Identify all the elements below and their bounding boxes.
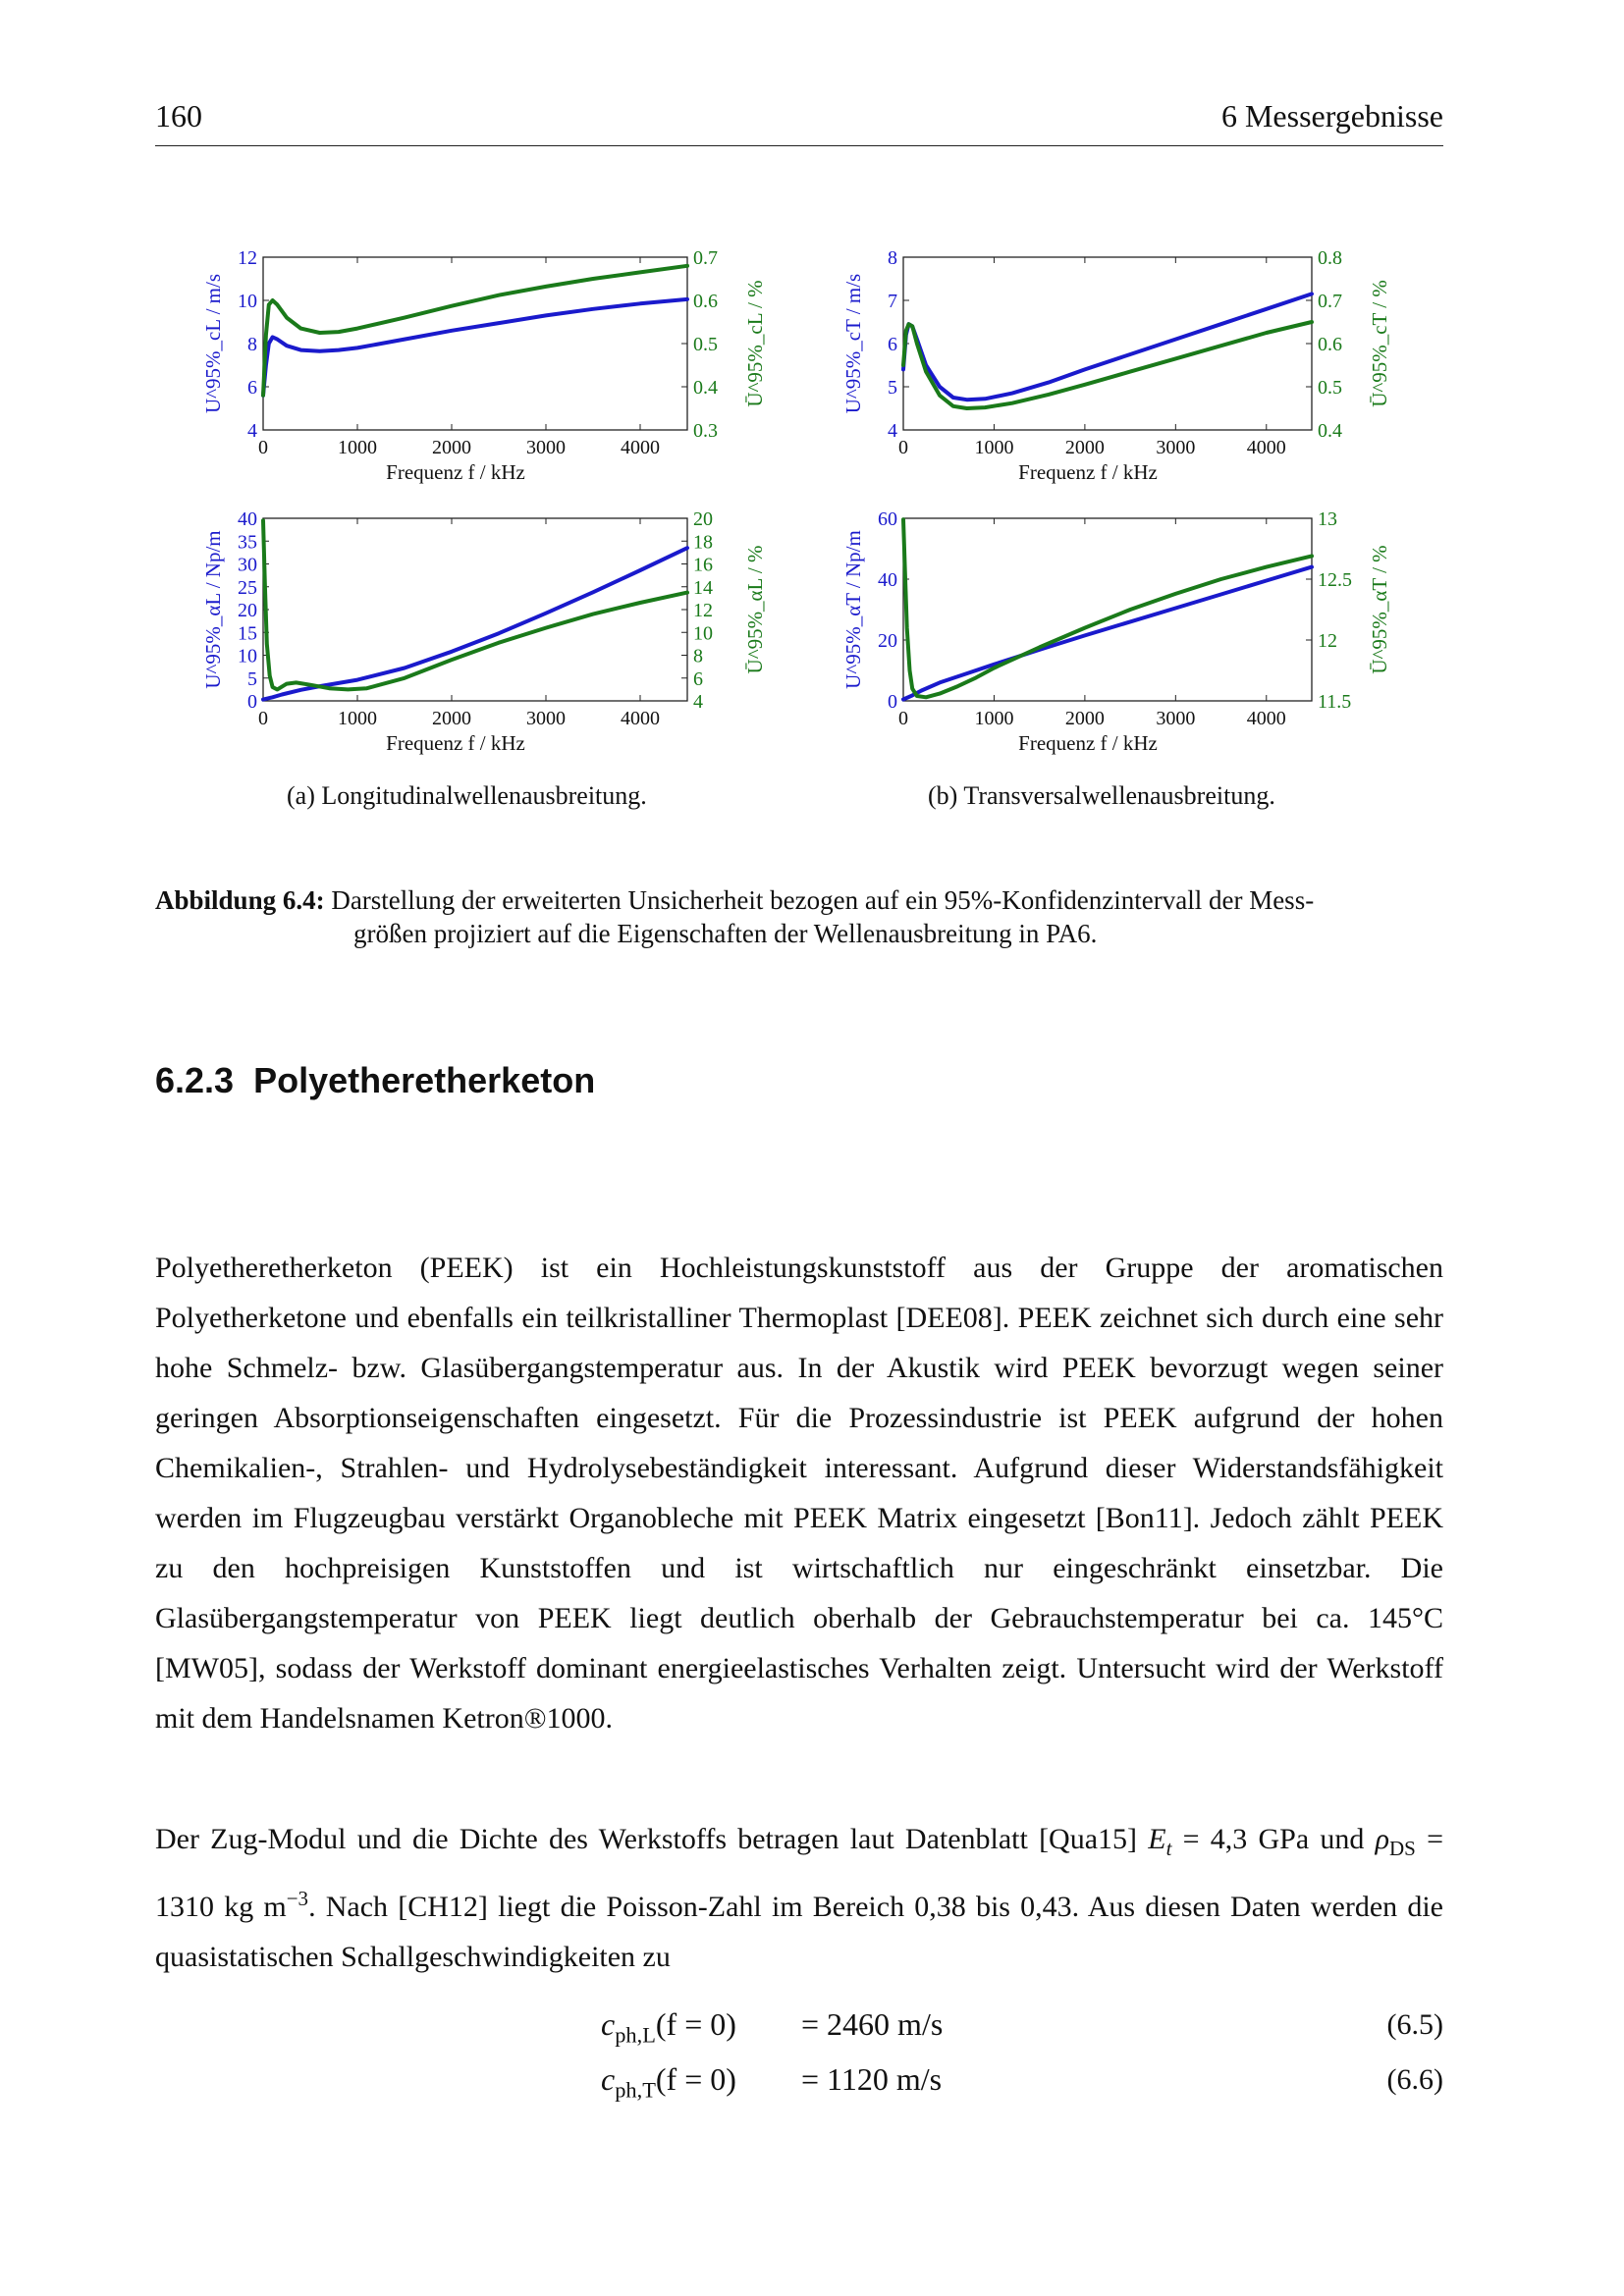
b-bottom-ytick-left-label: 60 — [878, 508, 897, 530]
a-bottom-xtick-label: 4000 — [621, 708, 660, 729]
a-bottom-ytick-left-label: 0 — [247, 691, 257, 713]
a-top-xtick-label: 2000 — [432, 437, 471, 458]
paragraph-peek: Polyetheretherketon (PEEK) ist ein Hochleistungskunststoff aus der Gruppe der aromatischen Polyetherketone und ebenfalls ein teilkristalliner Thermoplast [DEE08]. PEEK zeichnet sich durch eine sehr hohe Schmelz- bzw. Glasübergangstemperatur aus. In der Akustik wird PEEK bevorzugt wegen seiner geringen Absorptionseigenschaften eingesetzt. Für die Prozessindustrie ist PEEK aufgrund der hohen Chemikalien-, Strahlen- und Hydrolysebeständigkeit interessant. Aufgrund dieser Widerstandsfähigkeit werden im Flugzeugbau verstärkt Organobleche mit PEEK Matrix eingesetzt [Bon11]. Jedoch zählt PEEK zu den hochpreisigen Kunststoffen und ist wirtschaftlich nur eingeschränkt einsetzbar. Die Glasübergangstemperatur von PEEK liegt deutlich oberhalb der Gebrauchstemperatur bei ca. 145°C [MW05], sodass der Werkstoff dominant energieelastisches Verhalten zeigt. Untersucht wird der Werkstoff mit dem Handelsnamen Ketron®1000. — [155, 1252, 1443, 1735]
b-bottom-ytick-left-label: 40 — [878, 569, 897, 591]
b-bottom-ytick-right-label: 13 — [1318, 508, 1337, 530]
a-top-ytick-left-label: 10 — [238, 291, 257, 312]
a-top-xtick-label: 3000 — [526, 437, 566, 458]
b-bottom-xtick-label: 3000 — [1156, 708, 1196, 729]
equation-6-6: $c_{ph,T}(f = 0)$ = 1120 m/s — [601, 2061, 943, 2103]
b-bottom-ytick-left-label: 0 — [888, 691, 897, 713]
a-top-ytick-right-label: 0.5 — [693, 334, 718, 355]
b-top-xtick-label: 2000 — [1064, 437, 1105, 458]
b-top-frame — [903, 257, 1312, 430]
a-bottom-ytick-left-label: 30 — [238, 554, 257, 576]
b-bottom-xtick-label: 0 — [898, 708, 908, 729]
paragraph2-part2: . Nach [CH12] liegt die Poisson-Zahl im Bereich 0,38 bis 0,43. Aus diesen Daten werden die quasistatischen Schallgeschwindigkeiten zu — [155, 1891, 1443, 1973]
chapter-title: 6 Messergebnisse — [1220, 98, 1443, 133]
a-bottom-xlabel: Frequenz f / kHz — [386, 731, 525, 755]
et-value: = 4,3 GPa und — [1182, 1823, 1365, 1855]
page-number: 160 — [155, 98, 202, 133]
a-bottom-ytick-right-label: 12 — [693, 600, 713, 621]
a-bottom-ytick-right-label: 10 — [693, 622, 713, 645]
b-bottom-series-relative — [903, 519, 1312, 697]
b-top-ytick-left-label: 7 — [888, 291, 897, 312]
b-bottom-xtick-label: 2000 — [1064, 708, 1105, 729]
section-number: 6.2.3 — [155, 1060, 235, 1100]
a-top-xtick-label: 0 — [258, 437, 268, 458]
b-top-xlabel: Frequenz f / kHz — [1018, 460, 1158, 484]
b-bottom-ytick-left-label: 20 — [878, 630, 897, 652]
a-bottom-xtick-label: 1000 — [338, 708, 377, 729]
b-top-xtick-label: 4000 — [1246, 437, 1286, 458]
b-top-ytick-right-label: 0.8 — [1318, 247, 1342, 269]
a-top-ytick-left-label: 6 — [247, 377, 257, 399]
a-bottom-series-relative — [263, 520, 687, 689]
a-top-xlabel: Frequenz f / kHz — [386, 460, 525, 484]
a-top-ytick-right-label: 0.4 — [693, 377, 718, 399]
eq2-argument: (f = 0) — [655, 2061, 736, 2097]
a-top-ytick-right-label: 0.3 — [693, 420, 718, 442]
b-top-ytick-right-label: 0.7 — [1318, 291, 1342, 312]
b-top-ytick-left-label: 8 — [888, 247, 897, 269]
b-top-ytick-right-label: 0.6 — [1318, 334, 1342, 355]
a-bottom-ytick-left-label: 20 — [238, 600, 257, 621]
a-top-ytick-left-label: 12 — [238, 247, 257, 269]
a-top-ytick-right-label: 0.6 — [693, 291, 718, 312]
a-top-ytick-left-label: 4 — [247, 420, 257, 442]
b-top-ytick-right-label: 0.5 — [1318, 377, 1342, 399]
b-bottom-ytick-right-label: 12 — [1318, 630, 1337, 652]
b-top-series-relative — [903, 322, 1312, 408]
section-heading — [155, 1060, 595, 1101]
a-bottom-ytick-left-label: 10 — [238, 645, 257, 667]
a-bottom-ytick-left-label: 5 — [247, 667, 257, 690]
caption-label: Abbildung 6.4: — [155, 885, 325, 915]
a-bottom-xtick-label: 3000 — [526, 708, 566, 729]
eq1-argument: (f = 0) — [655, 2006, 736, 2042]
b-top-ytick-left-label: 6 — [888, 334, 897, 355]
subcaption-a: (a) Longitudinalwellenausbreitung. — [287, 781, 647, 810]
a-bottom-frame — [263, 518, 687, 701]
a-top-ytick-right-label: 0.7 — [693, 247, 718, 269]
a-bottom-ylabel-right: Ū^95%_αL / % — [743, 545, 767, 674]
a-bottom-ytick-right-label: 4 — [693, 691, 703, 713]
a-bottom-ytick-right-label: 6 — [693, 667, 703, 690]
eq2-rhs: = 1120 m/s — [801, 2061, 943, 2097]
b-top-ylabel-left: U^95%_cT / m/s — [841, 273, 865, 414]
b-bottom-xtick-label: 1000 — [974, 708, 1014, 729]
caption-line-1: Darstellung der erweiterten Unsicherheit bezogen auf ein 95%-Konfidenzintervall der Mess- — [331, 885, 1315, 915]
a-bottom-ytick-left-label: 40 — [238, 508, 257, 530]
b-top-series-absolute — [903, 294, 1312, 400]
b-bottom-series-absolute — [903, 567, 1312, 700]
a-top-series-absolute — [263, 299, 687, 396]
eq2-subscript: ph,T — [615, 2077, 656, 2103]
eq1-rhs: = 2460 m/s — [801, 2006, 944, 2042]
a-top-xtick-label: 1000 — [338, 437, 377, 458]
a-bottom-xtick-label: 0 — [258, 708, 268, 729]
a-bottom-ytick-left-label: 35 — [238, 531, 257, 554]
b-top-xtick-label: 1000 — [974, 437, 1014, 458]
b-top-xtick-label: 3000 — [1156, 437, 1196, 458]
b-bottom-ylabel-left: U^95%_αT / Np/m — [841, 530, 865, 689]
b-top-xtick-label: 0 — [898, 437, 908, 458]
a-bottom-ylabel-left: U^95%_αL / Np/m — [201, 530, 225, 689]
equation-number-6-6: (6.6) — [1386, 2063, 1443, 2096]
b-bottom-ylabel-right: Ū^95%_αT / % — [1368, 545, 1391, 674]
b-top-ytick-left-label: 5 — [888, 377, 897, 399]
a-top-ylabel-left: U^95%_cL / m/s — [201, 273, 225, 414]
a-bottom-series-absolute — [263, 548, 687, 699]
paragraph2-part1: Der Zug-Modul und die Dichte des Werkstoffs betragen laut Datenblatt [Qua15] — [155, 1823, 1138, 1855]
a-top-ytick-left-label: 8 — [247, 334, 257, 355]
a-bottom-xtick-label: 2000 — [432, 708, 471, 729]
b-bottom-xlabel: Frequenz f / kHz — [1018, 731, 1158, 755]
a-top-xtick-label: 4000 — [621, 437, 660, 458]
b-top-ytick-left-label: 4 — [888, 420, 897, 442]
equation-6-5: $c_{ph,L}(f = 0)$ = 2460 m/s — [601, 2006, 944, 2048]
b-bottom-xtick-label: 4000 — [1246, 708, 1286, 729]
section-title: Polyetheretherketon — [253, 1060, 596, 1100]
subcaption-b: (b) Transversalwellenausbreitung. — [928, 781, 1275, 810]
a-bottom-ytick-right-label: 16 — [693, 554, 713, 576]
paragraph-material-data: Der Zug-Modul und die Dichte des Werkstoffs betragen laut Datenblatt [Qua15] $E_t = 4,3$ GPa und $\rho_{DS} = 1310$ kg $m^{-3}$. Nach [CH12] liegt die Poisson-Zahl im Bereich 0,38 bis 0,43. Aus diesen Daten werden die quasistatischen Schallgeschwindigkeiten zu — [155, 1823, 1443, 1973]
b-top-ylabel-right: Ū^95%_cT / % — [1368, 280, 1391, 407]
a-top-frame — [263, 257, 687, 430]
b-top-ytick-right-label: 0.4 — [1318, 420, 1342, 442]
a-bottom-ytick-right-label: 18 — [693, 531, 713, 554]
a-bottom-ytick-right-label: 8 — [693, 645, 703, 667]
a-top-ylabel-right: Ū^95%_cL / % — [743, 280, 767, 407]
equation-number-6-5: (6.5) — [1386, 2008, 1443, 2041]
rho-exponent: −3 — [286, 1887, 309, 1910]
figure-caption — [155, 883, 1451, 950]
a-bottom-ytick-left-label: 15 — [238, 622, 257, 645]
a-top-series-relative — [263, 266, 687, 396]
caption-line-2: größen projiziert auf die Eigenschaften der Wellenausbreitung in PA6. — [353, 919, 1098, 948]
rho-value: = 1310 kg m — [155, 1823, 1443, 1923]
figure-6-4 — [0, 0, 1624, 805]
a-bottom-ytick-right-label: 20 — [693, 508, 713, 530]
b-bottom-ytick-right-label: 12.5 — [1318, 569, 1352, 591]
eq1-subscript: ph,L — [615, 2022, 656, 2048]
a-bottom-ytick-left-label: 25 — [238, 576, 257, 599]
b-bottom-ytick-right-label: 11.5 — [1318, 691, 1352, 713]
a-bottom-ytick-right-label: 14 — [693, 576, 713, 599]
